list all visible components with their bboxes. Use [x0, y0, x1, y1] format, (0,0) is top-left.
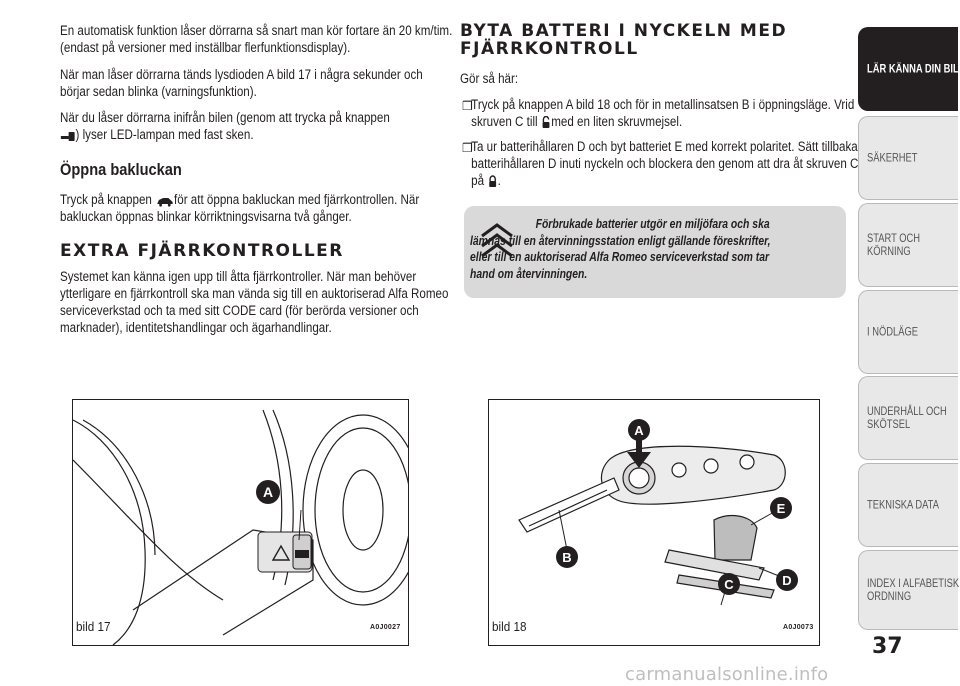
lock-icon: [60, 129, 75, 141]
paragraph-trunk: Tryck på knappen för att öppna bakluckan med fjärrkontrollen. När bakluckan öppnas blinkar körriktningsvisarna två gånger.: [60, 192, 420, 224]
callout-d: D: [782, 573, 792, 588]
watermark: carmanualsonline.info: [625, 664, 829, 685]
caption-fig18: bild 18: [492, 619, 527, 634]
heading-battery-line1: BYTA BATTERI I NYCKELN MED: [460, 21, 788, 41]
page-number: 37: [872, 634, 903, 659]
heading-battery-line2: FJÄRRKONTROLL: [460, 39, 639, 59]
callout-b: B: [562, 550, 572, 565]
key-illustration: [489, 400, 819, 645]
tab-i-nodlage[interactable]: I NÖDLÄGE: [858, 290, 958, 374]
figure-18: [488, 399, 820, 646]
callout-e: E: [776, 501, 786, 516]
dashboard-illustration: [73, 400, 408, 645]
car-trunk-icon: [155, 194, 174, 206]
chapter-tabs: [858, 0, 960, 686]
tab-index[interactable]: INDEX I ALFABETISK ORDNING: [858, 550, 958, 630]
checkbox-bullet-icon: ❒: [462, 99, 473, 113]
paragraph-extra-remotes: Systemet kan känna igen upp till åtta fjärrkontroller. När man behöver ytterligare en fjärrkontroll ska man vända sig till en auktoriserad Alfa Romeo serviceverkstad och ta med sitt CODE card (för berörda versioner och marknader), identitetshandlingar och ägarhandlingar.: [60, 269, 449, 335]
intro-text: Gör så här:: [460, 71, 519, 86]
tab-start-och-korning[interactable]: START OCH KÖRNING: [858, 203, 958, 287]
tab-sakerhet[interactable]: SÄKERHET: [858, 116, 958, 200]
unlock-icon: [541, 116, 551, 128]
lock-icon: [487, 175, 497, 187]
paragraph-auto-lock: En automatisk funktion låser dörrarna så snart man kör fortare än 20 km/tim. (endast på versioner med inställbar flerfunktionsdisplay).: [60, 23, 453, 55]
tab-lar-kanna-din-bil[interactable]: LÄR KÄNNA DIN BIL: [858, 27, 958, 111]
code-fig18: A0J0073: [783, 624, 814, 631]
figure-17: [72, 399, 409, 646]
callout-c: C: [724, 577, 734, 592]
caption-fig17: bild 17: [76, 619, 111, 634]
bullet-step-2: ❒ Ta ur batterihållaren D och byt batteriet E med korrekt polaritet. Sätt tillbaka batterihållaren D inuti nyckeln och blockera den genom att dra åt skruven C på .: [462, 139, 859, 188]
paragraph-lock-inside: När du låser dörrarna inifrån bilen (genom att trycka på knappen ) lyser LED-lampan med fast sken.: [60, 110, 390, 142]
tab-tekniska-data[interactable]: TEKNISKA DATA: [858, 463, 958, 547]
bullet-step-1: ❒ Tryck på knappen A bild 18 och för in metallinsatsen B i öppningsläge. Vrid skruven C till med en liten skruvmejsel.: [462, 97, 855, 129]
paragraph-led: När man låser dörrarna tänds lysdioden A bild 17 i några sekunder och börjar sedan blinka (varningsfunktion).: [60, 67, 423, 99]
callout-a: A: [262, 484, 274, 500]
code-fig17: A0J0027: [370, 624, 401, 631]
environment-note: Förbrukade batterier utgör en miljöfara och ska lämnas till en återvinningsstation enligt gällande föreskrifter, eller till en auktoriserad Alfa Romeo serviceverkstad som tar hand om återvinningen.: [464, 206, 846, 298]
tab-underhall-och-skotsel[interactable]: UNDERHÅLL OCH SKÖTSEL: [858, 376, 958, 460]
callout-a: A: [634, 423, 644, 438]
checkbox-bullet-icon: ❒: [462, 141, 473, 155]
subheading-open-trunk: Öppna bakluckan: [60, 160, 182, 179]
heading-extra-remotes: EXTRA FJÄRRKONTROLLER: [60, 241, 344, 261]
